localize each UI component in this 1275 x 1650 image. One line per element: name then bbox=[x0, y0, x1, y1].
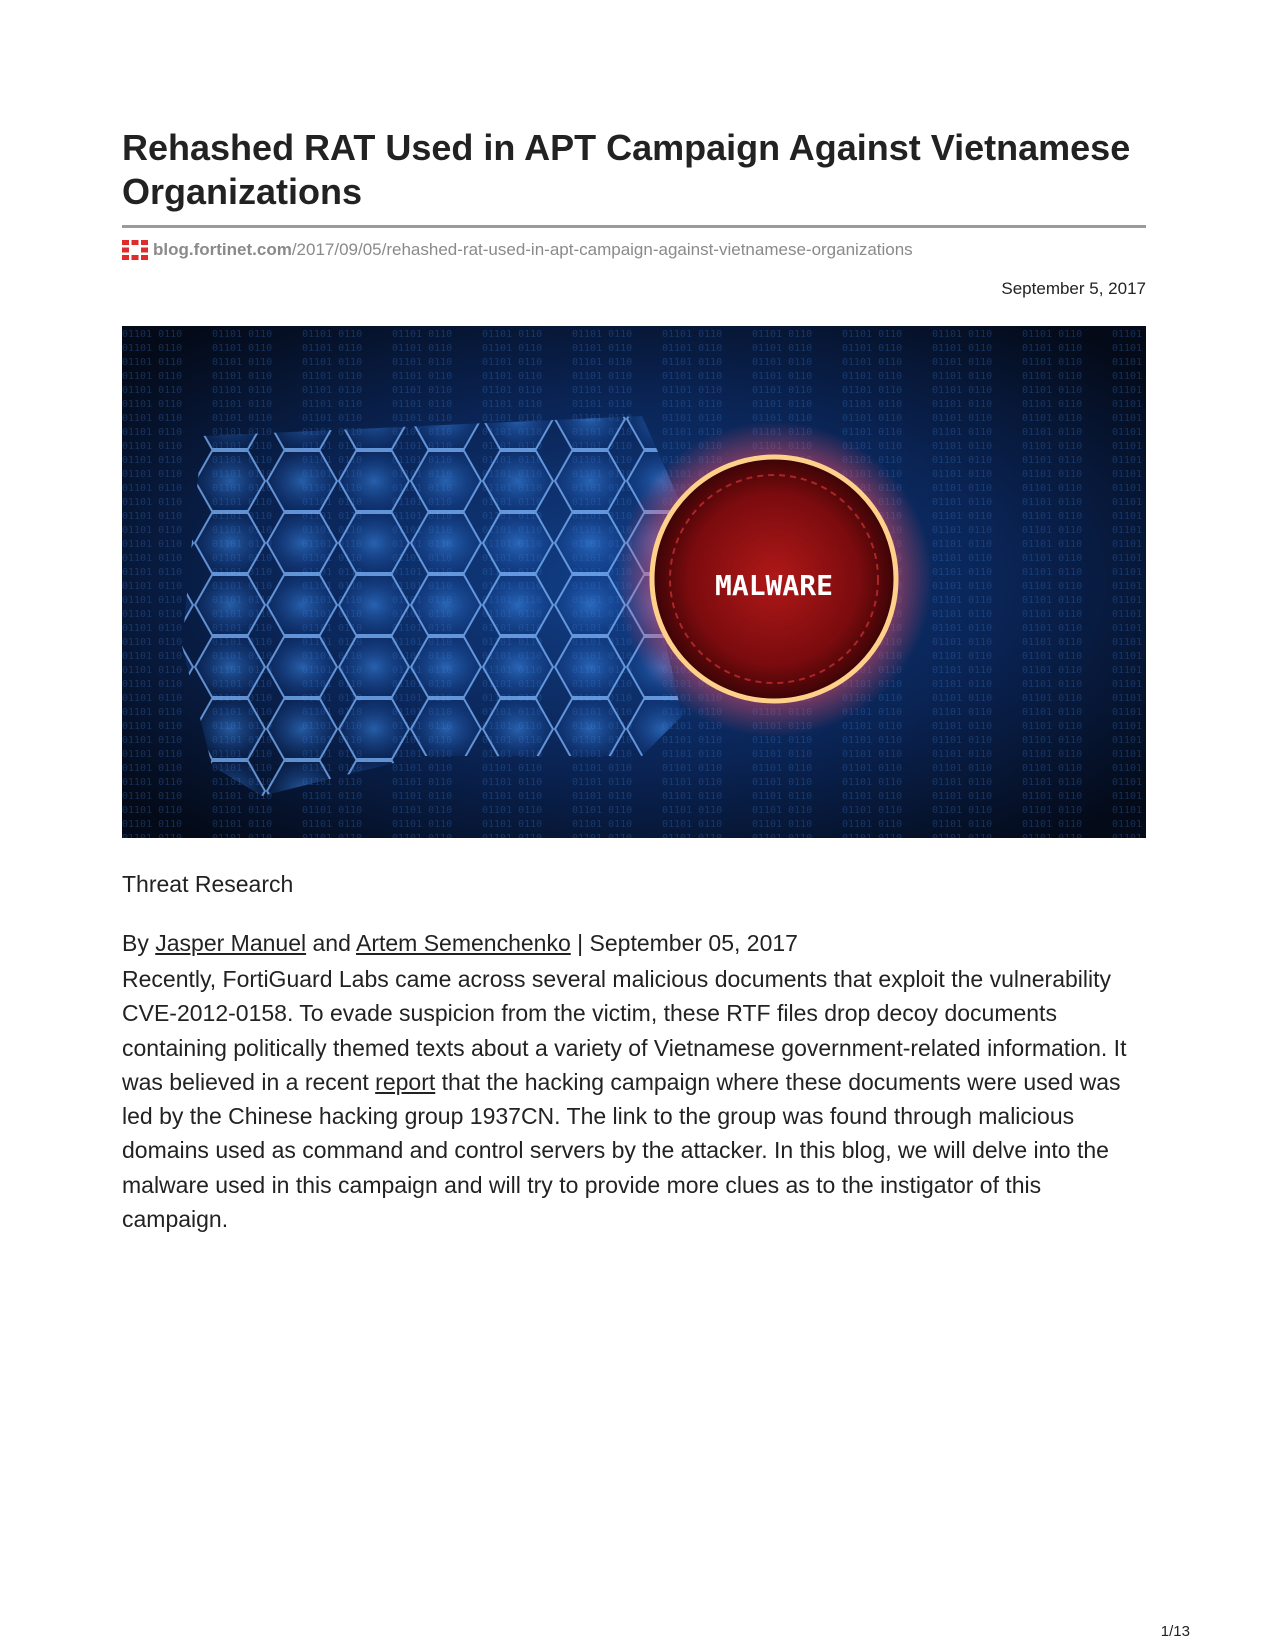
page-number: 1/13 bbox=[1160, 1623, 1190, 1640]
article-body bbox=[122, 962, 1152, 1236]
byline-date: | September 05, 2017 bbox=[577, 930, 798, 956]
source-link[interactable] bbox=[122, 239, 913, 261]
fortinet-logo-icon bbox=[122, 240, 148, 260]
byline-connector: and bbox=[312, 930, 351, 956]
article-title: Rehashed RAT Used in APT Campaign Against Vietnamese Organizations bbox=[122, 127, 1131, 212]
report-link[interactable]: report bbox=[375, 1068, 436, 1095]
byline-prefix: By bbox=[122, 930, 149, 956]
hero-malware-image bbox=[122, 326, 1146, 838]
title-divider bbox=[122, 225, 1146, 228]
byline bbox=[122, 928, 798, 958]
author-link-artem-semenchenko[interactable]: Artem Semenchenko bbox=[355, 930, 571, 956]
author-link-jasper-manuel[interactable]: Jasper Manuel bbox=[155, 930, 307, 956]
hero-overlay-text: MALWARE bbox=[714, 569, 834, 602]
body-text-before-link: Recently, FortiGuard Labs came across several malicious documents that exploit the vulnerability CVE-2012-0158. To evade suspicion from the victim, these RTF files drop decoy documents containing politically themed texts about a variety of Vietnamese government-related information. It was believed in a recent bbox=[122, 966, 1127, 1095]
body-text-after-link: that the hacking campaign where these documents were used was led by the Chinese hacking group 1937CN. The link to the group was found through malicious domains used as command and control servers by the attacker. In this blog, we will delve into the malware used in this campaign and will try to provide more clues as to the instigator of this campaign. bbox=[122, 1068, 1121, 1233]
article-category: Threat Research bbox=[122, 871, 294, 897]
publish-date: September 5, 2017 bbox=[1001, 279, 1146, 298]
source-domain: blog.fortinet.com bbox=[153, 240, 292, 259]
source-path: /2017/09/05/rehashed-rat-used-in-apt-campaign-against-vietnamese-organizations bbox=[291, 240, 913, 259]
